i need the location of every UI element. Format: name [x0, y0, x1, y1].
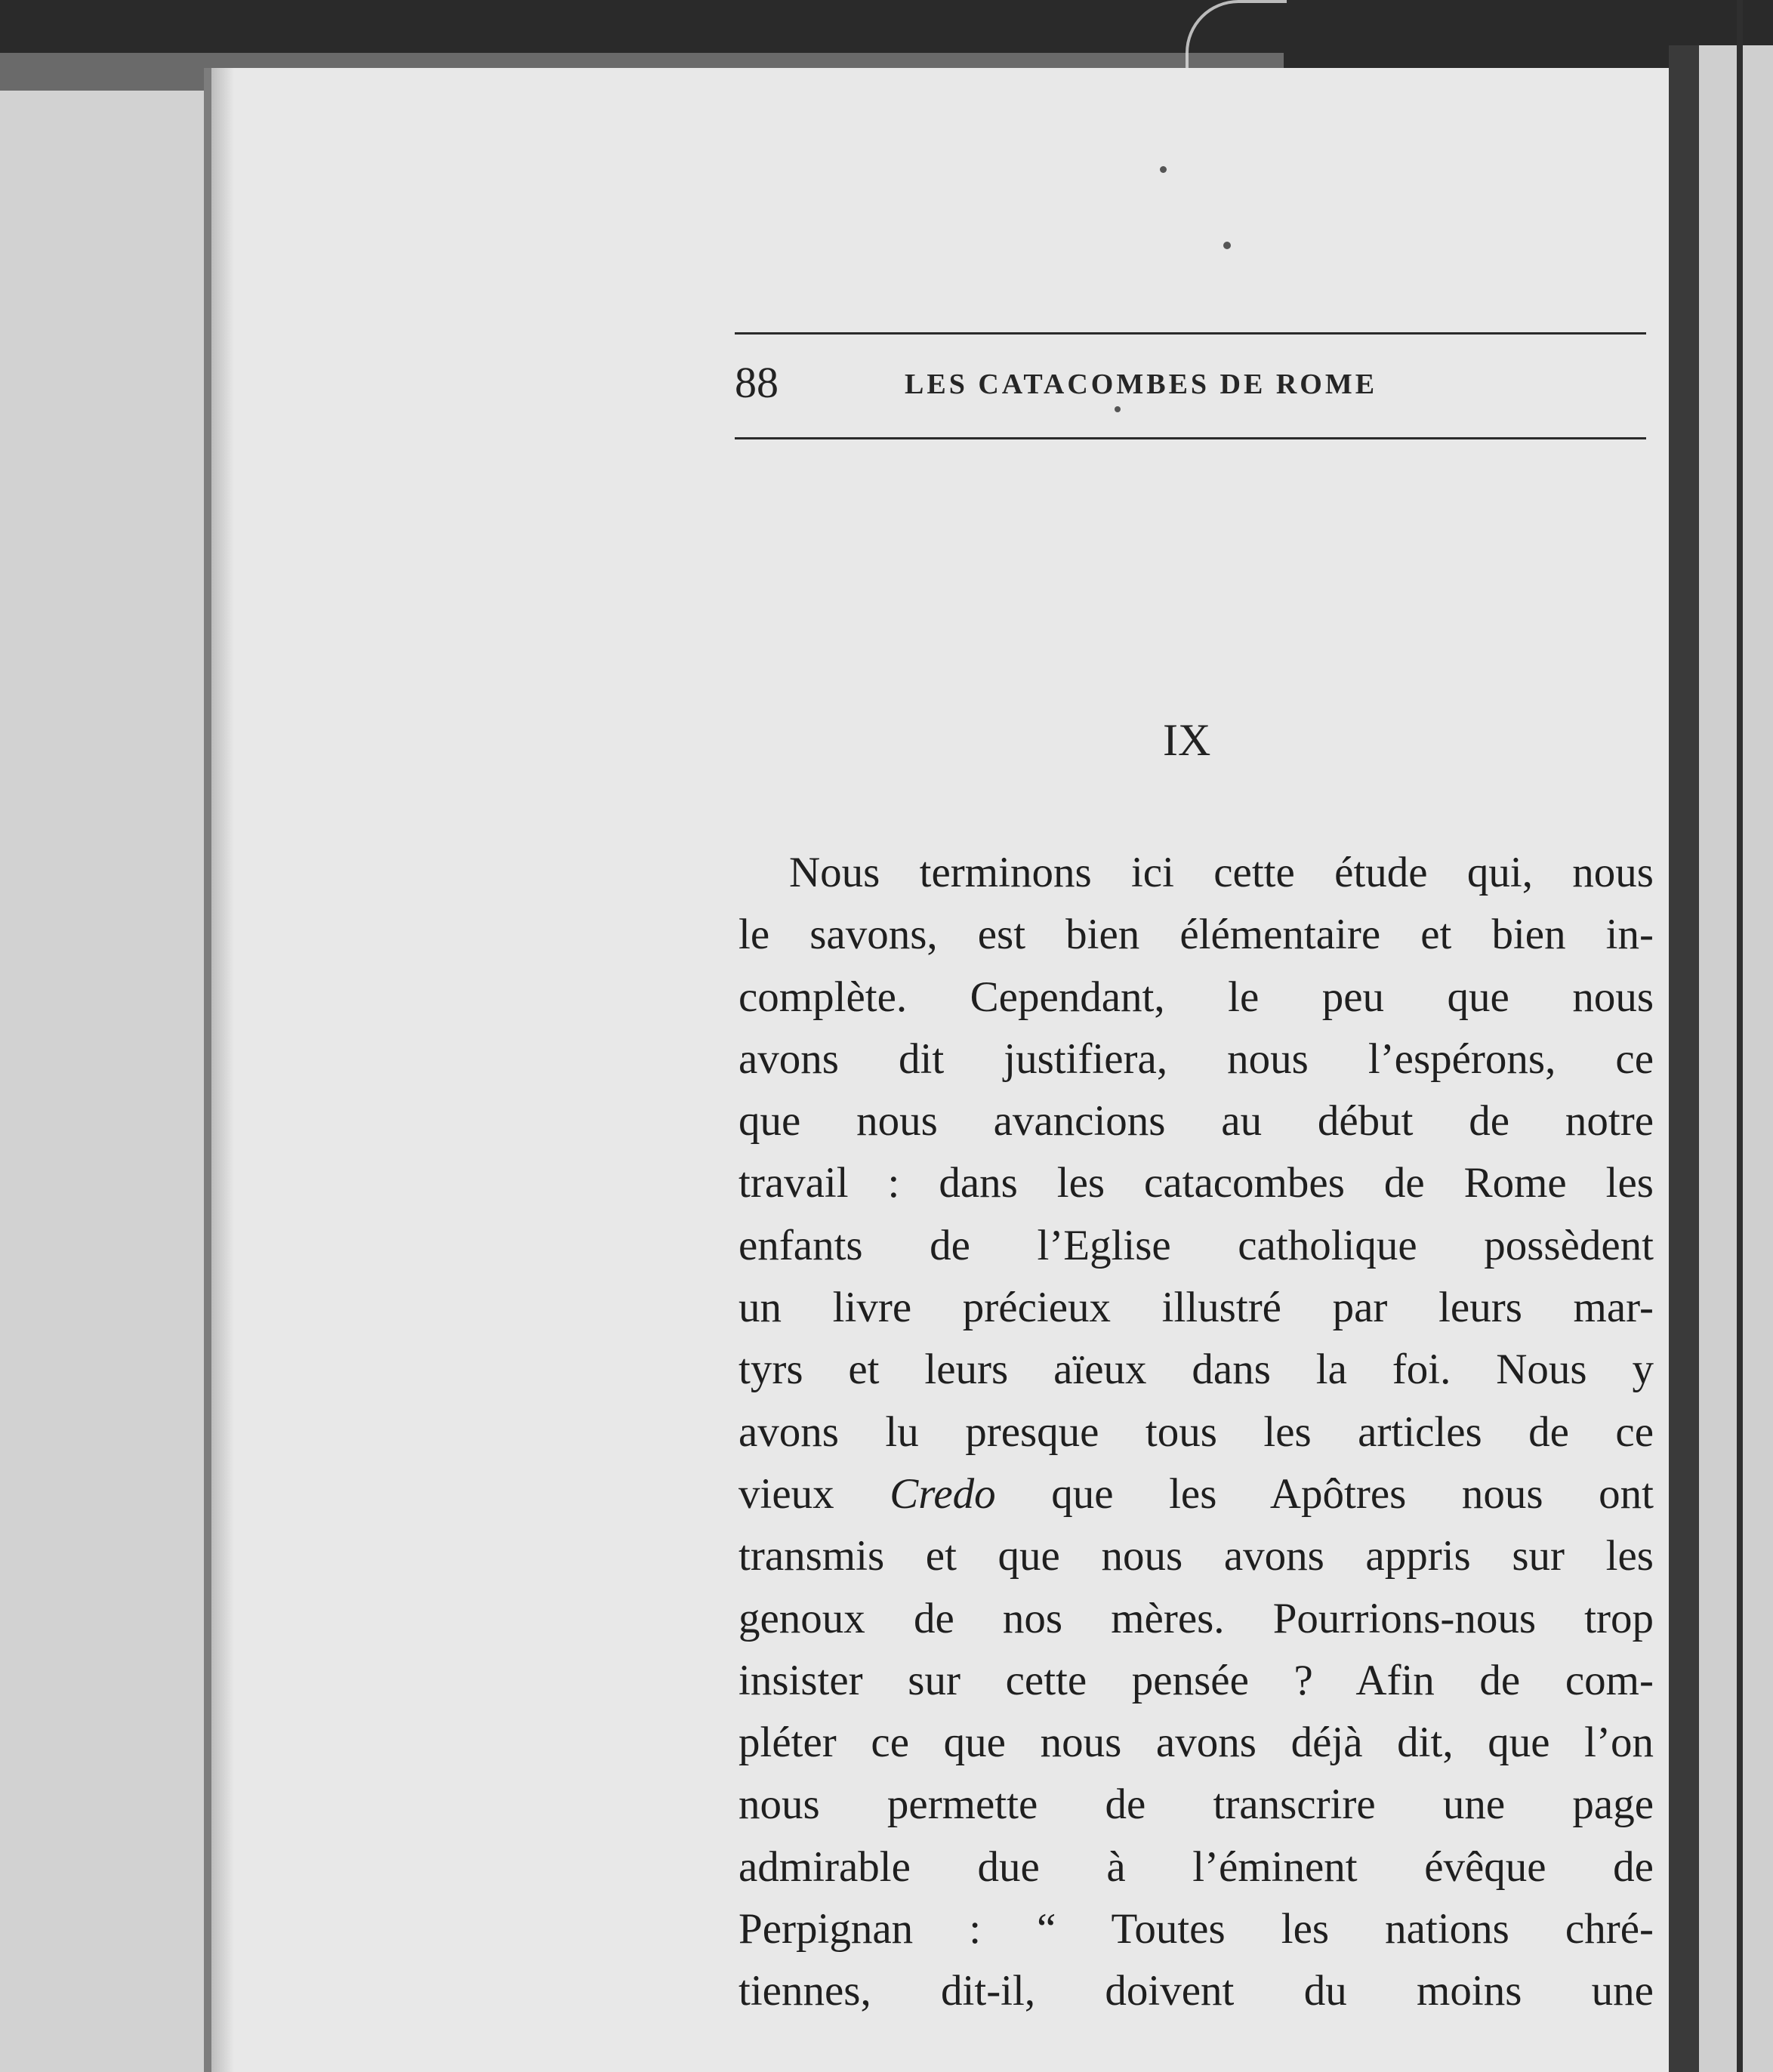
page-number: 88 [735, 358, 779, 407]
running-title: LES CATACOMBES DE ROME [905, 368, 1378, 400]
left-margin-strip [0, 91, 204, 2072]
scan-speck [1160, 166, 1167, 173]
text-segment: genoux de nos mères. Pourrions-nous trop [738, 1594, 1654, 1642]
text-line [738, 1028, 1654, 1090]
text-segment: transmis et que nous avons appris sur les [738, 1532, 1654, 1580]
text-segment: complète. Cependant, le peu que nous [738, 973, 1654, 1021]
text-line [738, 1152, 1654, 1214]
text-segment: avons dit justifiera, nous l’espérons, ce [738, 1034, 1654, 1083]
text-line [738, 1712, 1654, 1774]
text-line [738, 967, 1654, 1028]
text-segment: tyrs et leurs aïeux dans la foi. Nous y [738, 1346, 1654, 1394]
text-line [738, 1277, 1654, 1339]
italic-term: Credo [890, 1469, 996, 1518]
text-line [738, 904, 1654, 966]
text-line [738, 1650, 1654, 1712]
page-gutter-shadow [211, 68, 234, 2072]
body-paragraph [738, 842, 1654, 2023]
text-segment: admirable due à l’éminent évêque de [738, 1842, 1654, 1891]
text-segment: Nous terminons ici cette étude qui, nous [789, 849, 1654, 896]
text-segment: pléter ce que nous avons déjà dit, que l’on [738, 1719, 1654, 1767]
text-line [738, 1215, 1654, 1277]
text-segment: enfants de l’Eglise catholique possèdent [738, 1221, 1654, 1269]
text-line [738, 1836, 1654, 1898]
text-line [738, 1960, 1654, 2022]
text-line [738, 1525, 1654, 1587]
text-line [738, 1090, 1654, 1152]
header-rule-bottom [735, 437, 1646, 439]
text-line [738, 1401, 1654, 1463]
text-segment: insister sur cette pensée ? Afin de com- [738, 1656, 1654, 1704]
text-segment: nous permette de transcrire une page [738, 1781, 1654, 1829]
scan-speck [1223, 242, 1231, 249]
header-rule-top [735, 332, 1646, 335]
text-segment: Perpignan : “ Toutes les nations chré- [738, 1905, 1654, 1953]
chapter-number: IX [1163, 715, 1211, 765]
text-segment: travail : dans les catacombes de Rome les [738, 1159, 1654, 1207]
scan-speck [1115, 406, 1121, 412]
text-line [738, 1463, 1654, 1525]
book-page [204, 68, 1669, 2072]
text-line [738, 1339, 1654, 1401]
text-segment: que les Apôtres nous ont [995, 1469, 1654, 1518]
text-segment: tiennes, dit-il, doivent du moins une [738, 1967, 1654, 2015]
scanner-right-edge [1737, 0, 1743, 2072]
text-segment: vieux [738, 1469, 890, 1518]
right-margin-strip [1699, 45, 1773, 2072]
text-segment: avons lu presque tous les articles de ce [738, 1408, 1654, 1456]
text-line [738, 1898, 1654, 1960]
text-segment: que nous avancions au début de notre [738, 1097, 1654, 1145]
text-segment: le savons, est bien élémentaire et bien in- [738, 911, 1654, 959]
binding-shadow [1669, 45, 1699, 2072]
text-line [738, 1774, 1654, 1836]
text-line [738, 1588, 1654, 1650]
text-segment: un livre précieux illustré par leurs mar- [738, 1284, 1654, 1332]
text-line [738, 842, 1654, 904]
